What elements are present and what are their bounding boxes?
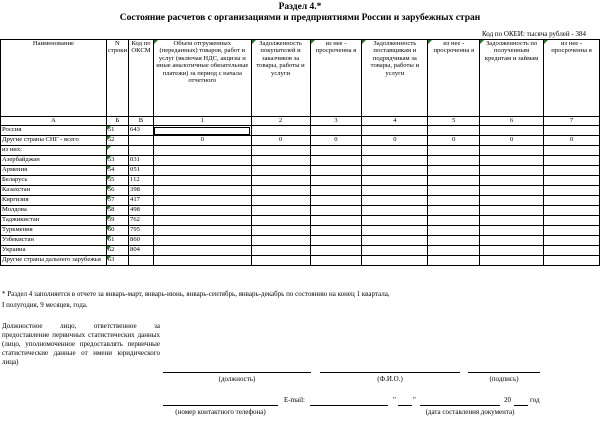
table-row bbox=[1, 246, 600, 256]
value-cell[interactable] bbox=[310, 226, 362, 236]
value-cell[interactable] bbox=[428, 216, 480, 226]
table-row bbox=[1, 216, 600, 226]
value-cell[interactable] bbox=[153, 126, 251, 136]
value-cell[interactable]: 0 bbox=[480, 136, 544, 146]
date-quote-open: " bbox=[393, 396, 396, 404]
value-cell[interactable] bbox=[544, 236, 600, 246]
value-cell[interactable] bbox=[153, 216, 251, 226]
value-cell[interactable] bbox=[310, 256, 362, 266]
column-letter: 4 bbox=[362, 117, 428, 126]
row-line-number: 58 bbox=[106, 206, 128, 216]
value-cell[interactable] bbox=[428, 246, 480, 256]
row-line-number: 54 bbox=[106, 166, 128, 176]
okei-code: Код по ОКЕИ: тысяча рублей - 384 bbox=[481, 30, 586, 38]
row-country-code: 498 bbox=[129, 206, 154, 216]
row-name: Таджикистан bbox=[1, 216, 107, 226]
value-cell[interactable] bbox=[544, 186, 600, 196]
phone-label: (номер контактного телефона) bbox=[175, 408, 266, 416]
table-row bbox=[1, 156, 600, 166]
value-cell[interactable] bbox=[310, 206, 362, 216]
value-cell[interactable] bbox=[310, 246, 362, 256]
value-cell[interactable] bbox=[480, 176, 544, 186]
value-cell[interactable] bbox=[310, 186, 362, 196]
value-cell[interactable] bbox=[310, 156, 362, 166]
value-cell[interactable] bbox=[428, 166, 480, 176]
signature-line[interactable] bbox=[468, 372, 540, 373]
column-letter: 1 bbox=[153, 117, 251, 126]
value-cell[interactable] bbox=[251, 196, 310, 206]
row-country-code: 795 bbox=[129, 226, 154, 236]
header-row bbox=[1, 40, 600, 117]
row-country-code: 643 bbox=[129, 126, 154, 136]
section-title: Раздел 4.* bbox=[278, 2, 322, 12]
value-cell[interactable] bbox=[362, 126, 428, 136]
row-name: Другие страны дальнего зарубежья bbox=[1, 256, 107, 266]
year-suffix: год bbox=[530, 396, 540, 404]
row-name: Киргизия bbox=[1, 196, 107, 206]
value-cell[interactable] bbox=[362, 186, 428, 196]
value-cell[interactable] bbox=[153, 186, 251, 196]
value-cell[interactable] bbox=[428, 226, 480, 236]
value-cell[interactable] bbox=[310, 216, 362, 226]
value-cell[interactable] bbox=[362, 166, 428, 176]
year-prefix: 20 bbox=[504, 396, 511, 404]
year-line[interactable] bbox=[514, 405, 528, 406]
value-cell[interactable] bbox=[428, 176, 480, 186]
value-cell[interactable] bbox=[251, 186, 310, 196]
value-cell[interactable] bbox=[362, 206, 428, 216]
value-cell[interactable]: 0 bbox=[428, 136, 480, 146]
value-cell[interactable] bbox=[544, 256, 600, 266]
footnote-line-1: * Раздел 4 заполняется в отчете за январь-март, январь-июнь, январь-сентябрь, январь-декабрь по состоянию на конец 1 квартала, bbox=[2, 290, 390, 298]
row-line-number: 55 bbox=[106, 176, 128, 186]
column-header: Задолженность покупателей и заказчиков за товары, работы и услуги bbox=[251, 40, 310, 117]
row-line-number: 60 bbox=[106, 226, 128, 236]
value-cell[interactable]: 0 bbox=[310, 136, 362, 146]
value-cell[interactable] bbox=[480, 146, 544, 156]
value-cell[interactable] bbox=[480, 196, 544, 206]
table-row bbox=[1, 186, 600, 196]
row-country-code bbox=[129, 256, 154, 266]
column-header: N строки bbox=[106, 40, 128, 117]
value-cell[interactable] bbox=[480, 206, 544, 216]
table-row bbox=[1, 146, 600, 156]
value-cell[interactable] bbox=[153, 226, 251, 236]
value-cell[interactable] bbox=[251, 156, 310, 166]
column-header: Код по ОКСМ bbox=[129, 40, 154, 117]
value-cell[interactable] bbox=[428, 206, 480, 216]
value-cell[interactable] bbox=[544, 156, 600, 166]
value-cell[interactable] bbox=[251, 216, 310, 226]
row-name: Узбекистан bbox=[1, 236, 107, 246]
table-row bbox=[1, 206, 600, 216]
column-header: Задолженность поставщикам и подрядчикам за товары, работы и услуги bbox=[362, 40, 428, 117]
value-cell[interactable] bbox=[480, 256, 544, 266]
row-name: Украина bbox=[1, 246, 107, 256]
value-cell[interactable] bbox=[251, 206, 310, 216]
footnote-line-2: I полугодия, 9 месяцев, года. bbox=[2, 301, 88, 309]
value-cell[interactable] bbox=[544, 126, 600, 136]
position-line[interactable] bbox=[163, 372, 311, 373]
table-row bbox=[1, 226, 600, 236]
value-cell[interactable] bbox=[362, 216, 428, 226]
settlements-table bbox=[0, 39, 600, 266]
column-letter: В bbox=[129, 117, 154, 126]
column-letter-row bbox=[1, 117, 600, 126]
row-line-number: 57 bbox=[106, 196, 128, 206]
value-cell[interactable] bbox=[428, 256, 480, 266]
value-cell[interactable] bbox=[544, 216, 600, 226]
table-row bbox=[1, 136, 600, 146]
row-line-number: 51 bbox=[106, 126, 128, 136]
value-cell[interactable] bbox=[153, 176, 251, 186]
value-cell[interactable] bbox=[544, 176, 600, 186]
row-country-code bbox=[129, 136, 154, 146]
value-cell[interactable] bbox=[480, 246, 544, 256]
row-name: Казахстан bbox=[1, 186, 107, 196]
table-row bbox=[1, 196, 600, 206]
column-header: из нее - просроченна я bbox=[310, 40, 362, 117]
column-header: из нее - просроченна я bbox=[544, 40, 600, 117]
column-letter: 3 bbox=[310, 117, 362, 126]
value-cell[interactable] bbox=[428, 196, 480, 206]
value-cell[interactable] bbox=[251, 246, 310, 256]
column-header: Задолженность по полученным кредитам и займам bbox=[480, 40, 544, 117]
row-line-number bbox=[106, 146, 128, 156]
value-cell[interactable] bbox=[362, 146, 428, 156]
row-country-code: 417 bbox=[129, 196, 154, 206]
row-name: Азербайджан bbox=[1, 156, 107, 166]
value-cell[interactable] bbox=[544, 226, 600, 236]
column-letter: 5 bbox=[428, 117, 480, 126]
value-cell[interactable] bbox=[544, 246, 600, 256]
value-cell[interactable] bbox=[251, 236, 310, 246]
value-cell[interactable] bbox=[428, 186, 480, 196]
value-cell[interactable] bbox=[480, 166, 544, 176]
value-cell[interactable] bbox=[251, 176, 310, 186]
table-row bbox=[1, 236, 600, 246]
row-line-number: 52 bbox=[106, 136, 128, 146]
value-cell[interactable] bbox=[480, 236, 544, 246]
row-name: Молдова bbox=[1, 206, 107, 216]
row-country-code: 398 bbox=[129, 186, 154, 196]
row-line-number: 53 bbox=[106, 156, 128, 166]
row-country-code: 112 bbox=[129, 176, 154, 186]
column-letter: Б bbox=[106, 117, 128, 126]
value-cell[interactable] bbox=[362, 246, 428, 256]
value-cell[interactable] bbox=[544, 166, 600, 176]
row-name: Россия bbox=[1, 126, 107, 136]
table-row bbox=[1, 166, 600, 176]
column-letter: А bbox=[1, 117, 107, 126]
position-label: (должность) bbox=[218, 375, 256, 383]
value-cell[interactable] bbox=[153, 166, 251, 176]
value-cell[interactable] bbox=[153, 206, 251, 216]
email-line[interactable] bbox=[310, 405, 388, 406]
value-cell[interactable] bbox=[428, 146, 480, 156]
value-cell[interactable] bbox=[362, 156, 428, 166]
value-cell[interactable] bbox=[251, 166, 310, 176]
row-name: Армения bbox=[1, 166, 107, 176]
row-line-number: 56 bbox=[106, 186, 128, 196]
row-line-number: 59 bbox=[106, 216, 128, 226]
value-cell[interactable] bbox=[153, 246, 251, 256]
value-cell[interactable]: 0 bbox=[251, 136, 310, 146]
row-name: из них: bbox=[1, 146, 107, 156]
table-row bbox=[1, 256, 600, 266]
email-label: E-mail: bbox=[284, 396, 305, 404]
value-cell[interactable] bbox=[310, 166, 362, 176]
column-letter: 7 bbox=[544, 117, 600, 126]
value-cell[interactable] bbox=[310, 236, 362, 246]
phone-line[interactable] bbox=[163, 405, 278, 406]
row-country-code: 031 bbox=[129, 156, 154, 166]
column-letter: 6 bbox=[480, 117, 544, 126]
signature-label: (подпись) bbox=[489, 375, 519, 383]
row-name: Туркмения bbox=[1, 226, 107, 236]
value-cell[interactable] bbox=[362, 236, 428, 246]
row-country-code: 762 bbox=[129, 216, 154, 226]
month-line[interactable] bbox=[420, 405, 500, 406]
value-cell[interactable] bbox=[544, 196, 600, 206]
value-cell[interactable] bbox=[480, 156, 544, 166]
value-cell[interactable] bbox=[153, 156, 251, 166]
row-country-code: 051 bbox=[129, 166, 154, 176]
day-line[interactable] bbox=[398, 405, 412, 406]
value-cell[interactable] bbox=[362, 226, 428, 236]
value-cell[interactable] bbox=[480, 126, 544, 136]
value-cell[interactable] bbox=[362, 256, 428, 266]
column-header: Объем отгруженных (переданных) товаров, работ и услуг (включая НДС, акцизы и иные аналогичные обязательные платежи) за период с начала отчетного bbox=[153, 40, 251, 117]
row-country-code: 860 bbox=[129, 236, 154, 246]
value-cell[interactable] bbox=[153, 236, 251, 246]
column-header: из нее - просроченна я bbox=[428, 40, 480, 117]
row-line-number: 62 bbox=[106, 246, 128, 256]
fio-label: (Ф.И.О.) bbox=[377, 375, 403, 383]
value-cell[interactable] bbox=[428, 156, 480, 166]
value-cell[interactable] bbox=[480, 216, 544, 226]
value-cell[interactable]: 0 bbox=[153, 136, 251, 146]
table-row bbox=[1, 176, 600, 186]
date-quote-close: " bbox=[413, 396, 416, 404]
value-cell[interactable]: 0 bbox=[362, 136, 428, 146]
value-cell[interactable] bbox=[362, 176, 428, 186]
date-label: (дата составления документа) bbox=[425, 408, 515, 416]
report-subtitle: Состояние расчетов с организациями и предприятиями России и зарубежных стран bbox=[119, 13, 481, 23]
value-cell[interactable] bbox=[428, 236, 480, 246]
row-line-number: 63 bbox=[106, 256, 128, 266]
value-cell[interactable] bbox=[251, 126, 310, 136]
value-cell[interactable] bbox=[480, 186, 544, 196]
row-country-code bbox=[129, 146, 154, 156]
table-row bbox=[1, 126, 600, 136]
row-line-number: 61 bbox=[106, 236, 128, 246]
value-cell[interactable] bbox=[251, 146, 310, 156]
value-cell[interactable] bbox=[251, 226, 310, 236]
value-cell[interactable] bbox=[153, 196, 251, 206]
value-cell[interactable] bbox=[544, 146, 600, 156]
value-cell[interactable] bbox=[362, 196, 428, 206]
fio-line[interactable] bbox=[320, 372, 460, 373]
value-cell[interactable] bbox=[310, 176, 362, 186]
value-cell[interactable] bbox=[153, 256, 251, 266]
responsible-official-text: Должностное лицо, ответственное за предоставление первичных статистических данных (лицо, уполномоченное предоставлять первичные статистические данные от имени юридического лица) bbox=[2, 322, 160, 367]
row-country-code: 804 bbox=[129, 246, 154, 256]
value-cell[interactable] bbox=[153, 146, 251, 156]
value-cell[interactable] bbox=[310, 146, 362, 156]
column-header: Наименование bbox=[1, 40, 107, 117]
row-name: Беларусь bbox=[1, 176, 107, 186]
column-letter: 2 bbox=[251, 117, 310, 126]
value-cell[interactable] bbox=[251, 256, 310, 266]
value-cell[interactable] bbox=[544, 206, 600, 216]
value-cell[interactable] bbox=[310, 126, 362, 136]
value-cell[interactable] bbox=[428, 126, 480, 136]
row-name: Другие страны СНГ - всего bbox=[1, 136, 107, 146]
value-cell[interactable] bbox=[480, 226, 544, 236]
value-cell[interactable] bbox=[310, 196, 362, 206]
value-cell[interactable]: 0 bbox=[544, 136, 600, 146]
